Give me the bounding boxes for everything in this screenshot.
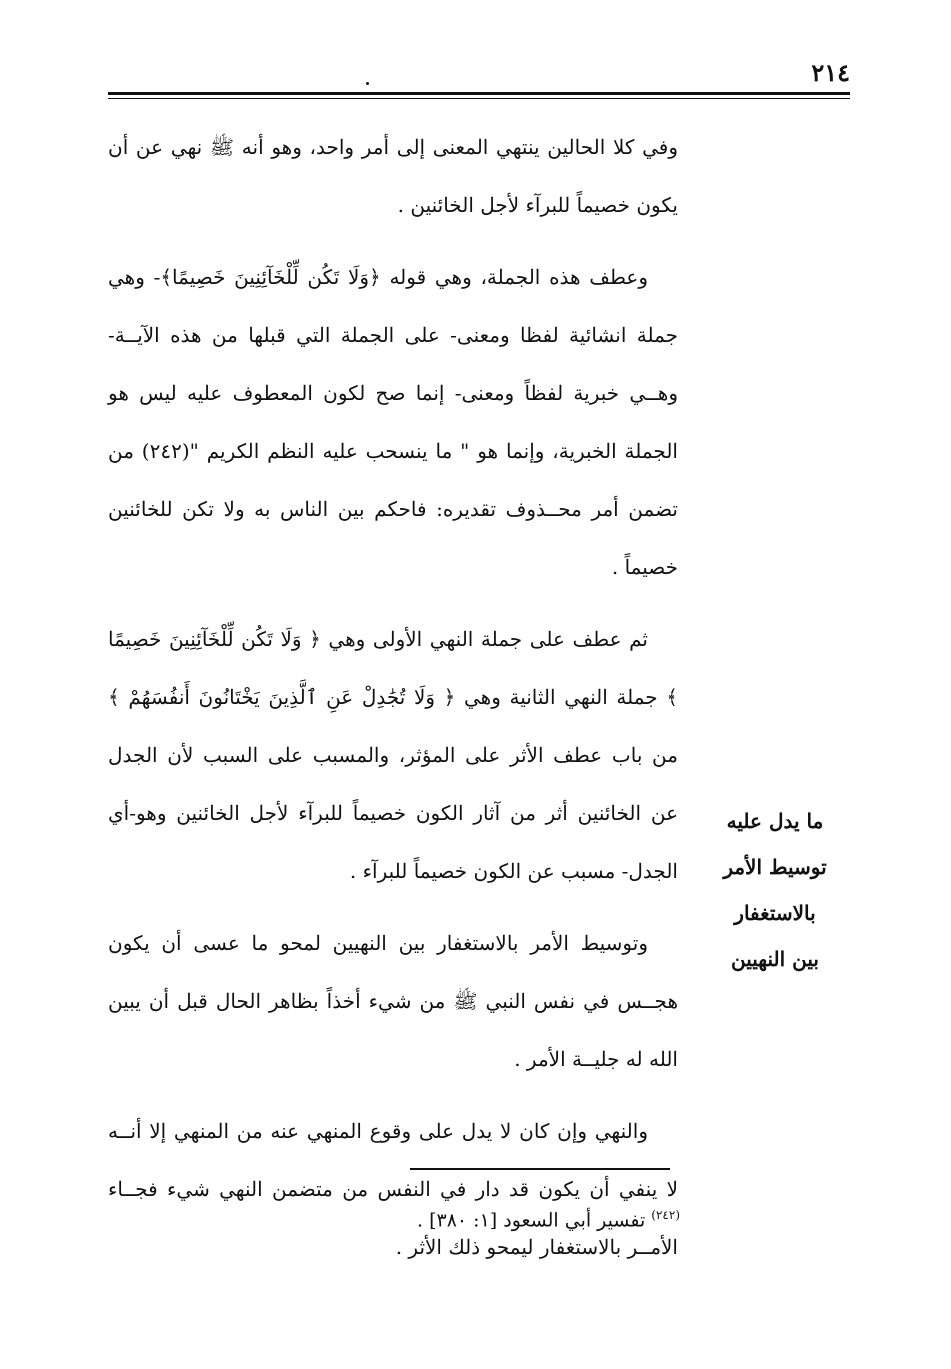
paragraph-2: وعطف هذه الجملة، وهي قوله ﴿وَلَا تَكُن لِّلْخَآئِنِينَ خَصِيمًا﴾- وهي جملة انشائية لفظا ومعنى- على الجملة التي قبلها من هذه الآيــة- وهــي خبرية لفظاً ومعنى- إنما صح لكون المعطوف عليه ليس هو الجملة الخبرية، وإنما هو " ما ينسحب عليه النظم الكريم "(٢٤٢) من تضمن أمر محــذوف تقديره: فاحكم بين الناس به ولا تكن للخائنين خصيماً .: [108, 265, 678, 579]
paragraph-4: وتوسيط الأمر بالاستغفار بين النهيين لمحو ما عسى أن يكون هجــس في نفس النبي ﷺ من شيء أخذاً بظاهر الحال قبل أن يبين الله له جليــة الأمر .: [108, 931, 678, 1071]
margin-note-line: ما يدل عليه: [726, 809, 824, 833]
paragraph-5: والنهي وإن كان لا يدل على وقوع المنهي عنه من المنهي إلا أنــه لا ينفي أن يكون قد دار في النفس من متضمن النهي شيء فجــاء الأمــر بالاستغفار ليمحو ذلك الأثر .: [108, 1119, 678, 1259]
margin-note-line: بين النهيين: [731, 947, 819, 971]
paragraph-3: ثم عطف على جملة النهي الأولى وهي ﴿ وَلَا تَكُن لِّلْخَآئِنِينَ خَصِيمًا ﴾ جملة النهي الثانية وهي ﴿ وَلَا تُجَٰدِلْ عَنِ ٱلَّذِينَ يَخْتَانُونَ أَنفُسَهُمْ ﴾ من باب عطف الأثر على المؤثر، والمسبب على السبب لأن الجدل عن الخائنين أثر من آثار الكون خصيماً للبرآء لأجل الخائنين وهو-أي الجدل- مسبب عن الكون خصيماً للبرآء .: [108, 627, 678, 883]
footnote-number: (٢٤٢): [651, 1208, 680, 1222]
paragraph-1: وفي كلا الحالين ينتهي المعنى إلى أمر واحد، وهو أنه ﷺ نهي عن أن يكون خصيماً للبرآء لأجل الخائنين .: [108, 135, 678, 217]
margin-note: [700, 798, 850, 982]
header-rule: [108, 92, 850, 99]
body-text: [108, 118, 678, 1290]
margin-note-line: توسيط الأمر: [723, 855, 827, 879]
footnote-rule: [410, 1168, 670, 1170]
margin-note-line: بالاستغفار: [734, 901, 816, 925]
footnote-text: تفسير أبي السعود [١: ٣٨٠] .: [416, 1209, 652, 1232]
page-number: ٢١٤: [811, 58, 850, 87]
footnote: [350, 1208, 680, 1231]
page-mark: [366, 82, 369, 85]
